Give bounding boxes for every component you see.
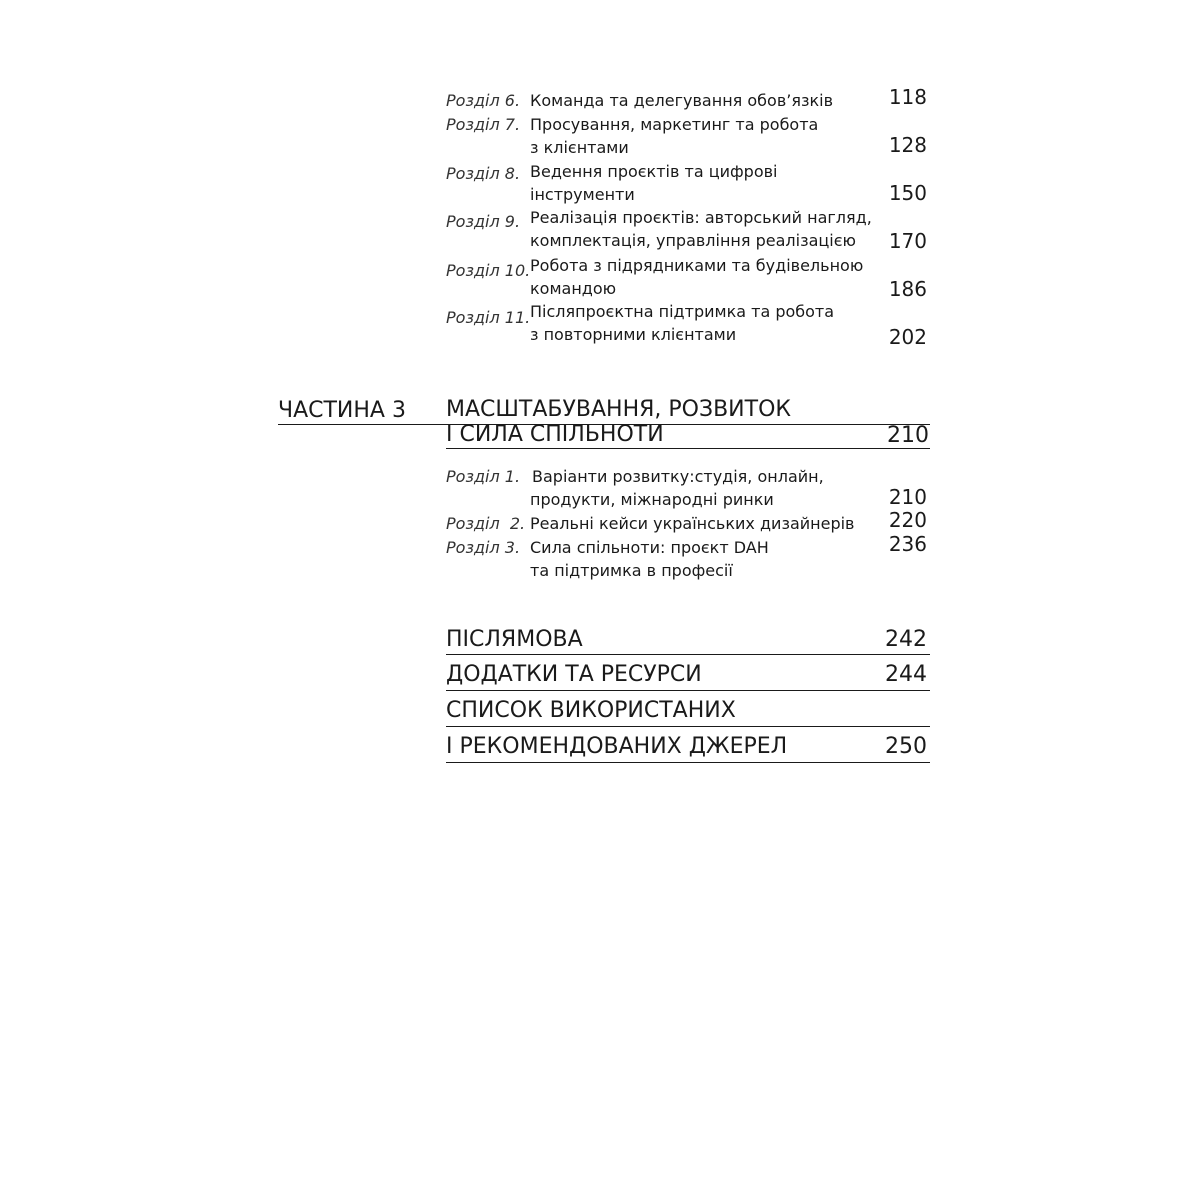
chapter-title (530, 254, 870, 300)
chapter-page-number: 128 (888, 133, 927, 157)
toc-entry-part3-chapter-1 (446, 465, 930, 513)
chapter-title-line: з повторними клієнтами (530, 325, 737, 344)
chapter-label: Розділ 9. (446, 212, 521, 231)
chapter-title-line: інструменти (530, 185, 635, 204)
section-title: І РЕКОМЕНДОВАНИХ ДЖЕРЕЛ (446, 734, 788, 759)
chapter-label: Розділ 3. (446, 538, 521, 557)
toc-entry-chapter-6 (446, 85, 930, 113)
chapter-title-line: Варіанти розвитку:студія, онлайн, (532, 467, 824, 486)
section-title: СПИСОК ВИКОРИСТАНИХ (446, 698, 736, 723)
section-title: ДОДАТКИ ТА РЕСУРСИ (446, 662, 702, 687)
chapter-title-line: Реальні кейси українських дизайнерів (530, 514, 855, 533)
chapter-title (532, 465, 872, 511)
chapter-title-line: та підтримка в професії (530, 561, 733, 580)
part-title-line: МАСШТАБУВАННЯ, РОЗВИТОК (446, 397, 792, 422)
toc-section-appendices (446, 661, 930, 689)
chapter-title-line: продукти, міжнародні ринки (530, 490, 774, 509)
chapter-title-line: командою (530, 279, 617, 298)
chapter-title (530, 89, 870, 112)
chapter-title-line: Післяпроєктна підтримка та робота (530, 302, 835, 321)
chapter-page-number: 236 (888, 532, 927, 556)
part-page-number: 210 (887, 423, 929, 448)
toc-entry-chapter-9 (446, 206, 930, 254)
chapter-title-line: Ведення проєктів та цифрові (530, 162, 778, 181)
chapter-title-line: Сила спільноти: проєкт DAH (530, 538, 769, 557)
part-title-underline (446, 448, 930, 449)
chapter-title-line: Просування, маркетинг та робота (530, 115, 819, 134)
chapter-page-number: 150 (888, 181, 927, 205)
toc-entry-chapter-10 (446, 254, 930, 302)
chapter-title (530, 113, 870, 159)
section-underline (446, 690, 930, 691)
toc-entry-chapter-7 (446, 113, 930, 161)
chapter-title (530, 536, 870, 582)
chapter-title-line: комплектація, управління реалізацією (530, 231, 856, 250)
chapter-page-number: 220 (888, 508, 927, 532)
chapter-label: Розділ 2. (446, 514, 526, 533)
chapter-title-line: Реалізація проєктів: авторський нагляд, (530, 208, 872, 227)
chapter-title-line: з клієнтами (530, 138, 629, 157)
toc-section-bibliography-line-2 (446, 733, 930, 761)
section-underline (446, 654, 930, 655)
chapter-title (530, 160, 870, 206)
chapter-label: Розділ 7. (446, 115, 521, 134)
chapter-page-number: 202 (888, 325, 927, 349)
chapter-label: Розділ 6. (446, 91, 521, 110)
section-underline (446, 726, 930, 727)
part-label: ЧАСТИНА 3 (278, 398, 406, 423)
toc-entry-chapter-11 (446, 300, 930, 348)
section-title: ПІСЛЯМОВА (446, 627, 583, 652)
toc-section-afterword (446, 626, 930, 654)
part-divider-line (278, 424, 930, 425)
chapter-page-number: 118 (888, 85, 927, 109)
chapter-label: Розділ 10. (446, 261, 531, 280)
section-page-number: 242 (885, 627, 927, 652)
chapter-title-line: Команда та делегування обов’язків (530, 91, 833, 110)
chapter-title (530, 206, 870, 252)
toc-entry-part3-chapter-3 (446, 532, 930, 584)
chapter-title (530, 300, 870, 346)
chapter-page-number: 186 (888, 277, 927, 301)
toc-entry-chapter-8 (446, 160, 930, 208)
part-title-line: І СИЛА СПІЛЬНОТИ (446, 422, 664, 447)
part-title (446, 397, 791, 447)
toc-entry-part3-chapter-2 (446, 508, 930, 536)
chapter-label: Розділ 1. (446, 467, 521, 486)
chapter-label: Розділ 8. (446, 164, 521, 183)
section-page-number: 244 (885, 662, 927, 687)
chapter-title (530, 512, 870, 535)
chapter-label: Розділ 11. (446, 308, 531, 327)
chapter-page-number: 170 (888, 229, 927, 253)
chapter-title-line: Робота з підрядниками та будівельною (530, 256, 864, 275)
chapter-page-number: 210 (888, 485, 927, 509)
section-underline (446, 762, 930, 763)
toc-section-bibliography-line-1 (446, 697, 930, 725)
section-page-number: 250 (885, 734, 927, 759)
